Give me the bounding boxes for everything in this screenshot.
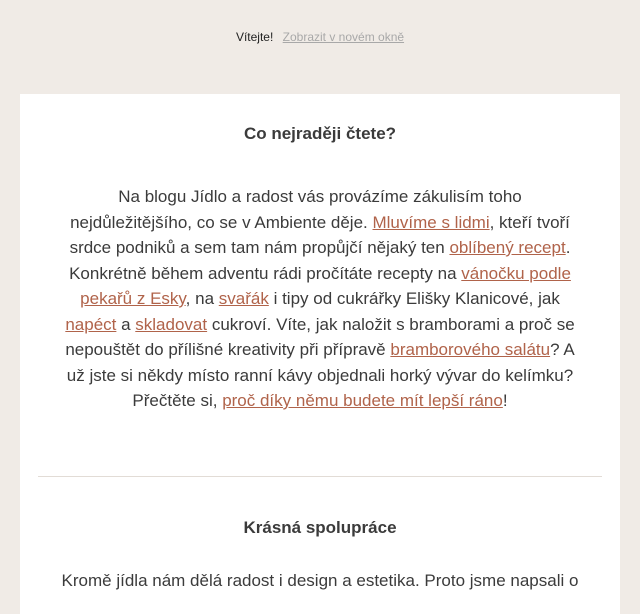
- link-skladovat[interactable]: skladovat: [135, 314, 208, 334]
- paragraph-text: cukroví. Víte, jak naložit s bramborami a proč se nepouštět do přílišné kreativity při přípravě: [65, 314, 575, 359]
- link-napect[interactable]: napéct: [65, 314, 117, 334]
- paragraph-text: i tipy od cukrářky Elišky Klanicové, jak: [268, 289, 560, 308]
- section-collaboration: [20, 518, 620, 594]
- view-in-browser-link[interactable]: Zobrazit v novém okně: [282, 30, 405, 44]
- paragraph-text: Na blogu Jídlo a radost vás provázíme zákulisím toho nejdůležitějšího, co se v Ambiente děje.: [70, 187, 522, 232]
- paragraph-text: , na: [185, 289, 219, 308]
- paragraph-text: !: [502, 391, 508, 410]
- paragraph-text: ? A už jste si někdy místo ranní kávy objednali horký vývar do kelímku? Přečtěte si,: [66, 340, 575, 410]
- preheader: [0, 30, 640, 44]
- greeting-text: Vítejte!: [235, 30, 274, 44]
- section-reading: [20, 94, 620, 414]
- section-paragraph: Kromě jídla nám dělá radost i design a estetika. Proto jsme napsali o: [61, 571, 579, 590]
- link-favorite-recipe[interactable]: oblíbený recept: [449, 238, 566, 257]
- section-paragraph: [60, 184, 580, 414]
- paragraph-text: , kteří tvoří srdce podniků a sem tam nám propůjčí nějaký ten: [69, 212, 570, 257]
- link-better-morning[interactable]: proč díky němu budete mít lepší ráno: [222, 391, 503, 410]
- newsletter-card: [20, 94, 620, 614]
- link-potato-salad[interactable]: bramborového salátu: [390, 340, 551, 359]
- link-people[interactable]: Mluvíme s lidmi: [372, 212, 490, 232]
- section-divider: [38, 476, 602, 477]
- link-vanocka[interactable]: vánočku podle pekařů z Esky: [80, 263, 571, 308]
- link-svarak[interactable]: svařák: [218, 289, 269, 308]
- paragraph-text: a: [116, 314, 136, 334]
- section-heading: Co nejraději čtete?: [243, 124, 397, 143]
- paragraph-text: . Konkrétně během adventu rádi pročítáte recepty na: [69, 238, 571, 283]
- section-heading: Krásná spolupráce: [243, 518, 397, 537]
